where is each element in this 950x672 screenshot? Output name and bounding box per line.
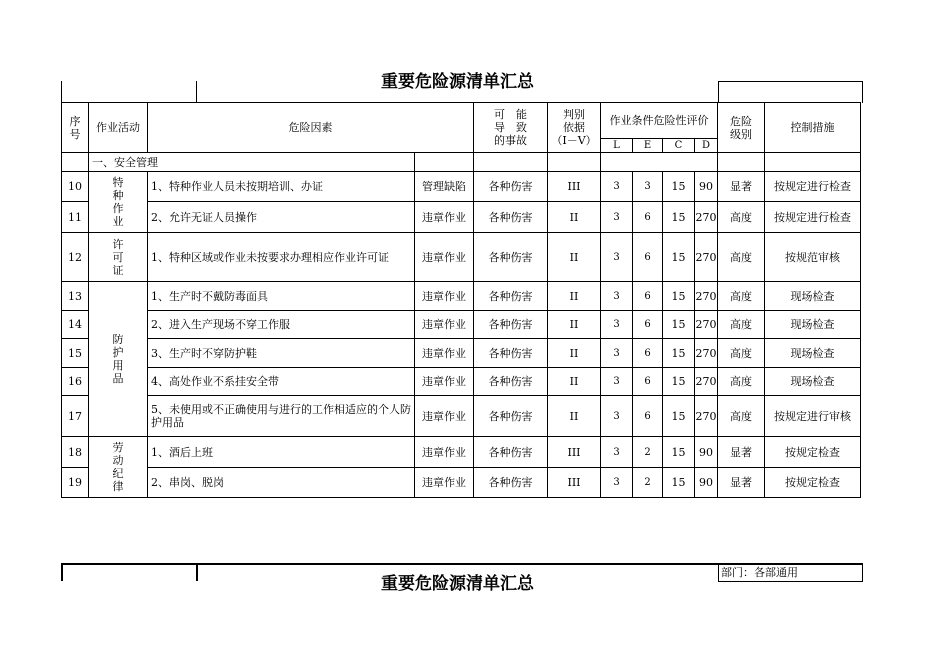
row-control: 按规定进行检查 — [765, 202, 861, 233]
row-D: 270 — [695, 282, 718, 311]
activity-label: 序号 — [69, 114, 81, 141]
header-D: D — [695, 139, 718, 153]
table-row — [62, 396, 861, 437]
row-seq: 19 — [62, 468, 89, 498]
row-L: 3 — [601, 468, 633, 498]
activity-label: 许可证 — [112, 237, 124, 277]
row-seq: 12 — [62, 233, 89, 282]
row-D: 270 — [695, 339, 718, 368]
border-line — [718, 563, 719, 581]
row-accident: 各种伤害 — [474, 339, 548, 368]
row-seq: 14 — [62, 311, 89, 339]
row-E: 6 — [633, 233, 663, 282]
row-level: 高度 — [718, 311, 765, 339]
table-row — [62, 311, 861, 339]
row-C: 15 — [663, 202, 695, 233]
row-C: 15 — [663, 368, 695, 396]
row-C: 15 — [663, 339, 695, 368]
border-line — [61, 563, 863, 565]
row-D: 270 — [695, 202, 718, 233]
row-D: 90 — [695, 468, 718, 498]
row-L: 3 — [601, 202, 633, 233]
row-level: 高度 — [718, 396, 765, 437]
header-hazard: 危险因素 — [148, 103, 474, 153]
table-row — [62, 368, 861, 396]
row-C: 15 — [663, 396, 695, 437]
border-line — [718, 81, 719, 103]
row-D: 270 — [695, 396, 718, 437]
row-seq: 15 — [62, 339, 89, 368]
header-accident: 可 能 导 致 的事故 — [474, 103, 548, 153]
row-level: 显著 — [718, 172, 765, 202]
row-level: 高度 — [718, 339, 765, 368]
row-level: 高度 — [718, 233, 765, 282]
row-C: 15 — [663, 233, 695, 282]
department-label: 部门：各部通用 — [721, 566, 798, 579]
row-type: 违章作业 — [415, 468, 474, 498]
row-accident: 各种伤害 — [474, 233, 548, 282]
section-seq — [62, 153, 89, 172]
row-type: 管理缺陷 — [415, 172, 474, 202]
header-basis: 判别 依据 （I－V） — [548, 103, 601, 153]
row-basis: II — [548, 339, 601, 368]
row-L: 3 — [601, 172, 633, 202]
header-control: 控制措施 — [765, 103, 861, 153]
row-seq: 10 — [62, 172, 89, 202]
row-C: 15 — [663, 437, 695, 468]
row-E: 6 — [633, 339, 663, 368]
row-hazard: 2、允许无证人员操作 — [148, 202, 415, 233]
row-E: 6 — [633, 396, 663, 437]
table-row — [62, 282, 861, 311]
row-seq: 11 — [62, 202, 89, 233]
table-row — [62, 339, 861, 368]
row-hazard: 1、特种区域或作业未按要求办理相应作业许可证 — [148, 233, 415, 282]
row-basis: II — [548, 368, 601, 396]
activity-label: 特种作业 — [112, 176, 124, 228]
border-line — [196, 81, 197, 103]
row-type: 违章作业 — [415, 282, 474, 311]
row-control: 按规定检查 — [765, 468, 861, 498]
row-seq: 13 — [62, 282, 89, 311]
section-empty — [474, 153, 548, 172]
row-E: 6 — [633, 282, 663, 311]
row-C: 15 — [663, 172, 695, 202]
row-D: 270 — [695, 311, 718, 339]
page-title-top: 重要危险源清单汇总 — [381, 72, 534, 92]
row-hazard: 5、未使用或不正确使用与进行的工作相适应的个人防护用品 — [148, 396, 415, 437]
header-evaluation: 作业条件危险性评价 — [601, 103, 718, 139]
row-basis: II — [548, 233, 601, 282]
section-empty — [601, 153, 718, 172]
row-L: 3 — [601, 339, 633, 368]
row-C: 15 — [663, 468, 695, 498]
row-E: 3 — [633, 172, 663, 202]
row-accident: 各种伤害 — [474, 396, 548, 437]
row-accident: 各种伤害 — [474, 437, 548, 468]
row-L: 3 — [601, 437, 633, 468]
row-accident: 各种伤害 — [474, 202, 548, 233]
row-control: 现场检查 — [765, 339, 861, 368]
row-basis: II — [548, 202, 601, 233]
page-title-bottom: 重要危险源清单汇总 — [381, 574, 534, 594]
row-accident: 各种伤害 — [474, 282, 548, 311]
row-hazard: 4、高处作业不系挂安全带 — [148, 368, 415, 396]
row-basis: III — [548, 468, 601, 498]
row-type: 违章作业 — [415, 311, 474, 339]
section-empty — [548, 153, 601, 172]
row-L: 3 — [601, 233, 633, 282]
border-line — [718, 81, 863, 82]
row-activity — [89, 437, 148, 498]
border-line — [862, 563, 863, 581]
row-D: 90 — [695, 437, 718, 468]
row-L: 3 — [601, 368, 633, 396]
border-line — [196, 563, 198, 581]
row-level: 高度 — [718, 202, 765, 233]
row-level: 显著 — [718, 468, 765, 498]
row-type: 违章作业 — [415, 339, 474, 368]
activity-label: 防护用品 — [112, 333, 124, 385]
row-basis: II — [548, 396, 601, 437]
row-type: 违章作业 — [415, 437, 474, 468]
header-activity: 作业活动 — [89, 103, 148, 153]
section-empty — [718, 153, 765, 172]
row-E: 6 — [633, 368, 663, 396]
table-row — [62, 233, 861, 282]
table-row — [62, 172, 861, 202]
border-line — [61, 81, 62, 103]
row-control: 按规定进行审核 — [765, 396, 861, 437]
section-empty — [765, 153, 861, 172]
header-L: L — [601, 139, 633, 153]
row-basis: III — [548, 172, 601, 202]
row-level: 高度 — [718, 368, 765, 396]
row-control: 现场检查 — [765, 311, 861, 339]
section-title: 一、安全管理 — [89, 153, 415, 172]
row-activity — [89, 233, 148, 282]
row-seq: 17 — [62, 396, 89, 437]
row-accident: 各种伤害 — [474, 368, 548, 396]
row-hazard: 2、串岗、脱岗 — [148, 468, 415, 498]
table-row — [62, 437, 861, 468]
row-accident: 各种伤害 — [474, 172, 548, 202]
header-C: C — [663, 139, 695, 153]
row-level: 显著 — [718, 437, 765, 468]
row-control: 现场检查 — [765, 368, 861, 396]
row-C: 15 — [663, 311, 695, 339]
row-control: 现场检查 — [765, 282, 861, 311]
row-D: 270 — [695, 368, 718, 396]
row-accident: 各种伤害 — [474, 311, 548, 339]
row-control: 按规定检查 — [765, 437, 861, 468]
row-accident: 各种伤害 — [474, 468, 548, 498]
border-line — [862, 81, 863, 103]
section-empty — [415, 153, 474, 172]
header-level: 危险 级别 — [718, 103, 765, 153]
row-L: 3 — [601, 311, 633, 339]
row-hazard: 1、特种作业人员未按期培训、办证 — [148, 172, 415, 202]
row-basis: II — [548, 282, 601, 311]
header-E: E — [633, 139, 663, 153]
row-seq: 18 — [62, 437, 89, 468]
border-line — [61, 563, 63, 581]
row-control: 按规范审核 — [765, 233, 861, 282]
row-level: 高度 — [718, 282, 765, 311]
row-basis: II — [548, 311, 601, 339]
row-activity — [89, 282, 148, 437]
table-row — [62, 202, 861, 233]
row-activity — [89, 172, 148, 233]
border-line — [718, 581, 863, 582]
row-seq: 16 — [62, 368, 89, 396]
row-hazard: 3、生产时不穿防护鞋 — [148, 339, 415, 368]
row-type: 违章作业 — [415, 202, 474, 233]
row-L: 3 — [601, 282, 633, 311]
row-C: 15 — [663, 282, 695, 311]
row-E: 6 — [633, 311, 663, 339]
row-hazard: 2、进入生产现场不穿工作服 — [148, 311, 415, 339]
row-D: 90 — [695, 172, 718, 202]
header-seq — [62, 103, 89, 153]
row-hazard: 1、生产时不戴防毒面具 — [148, 282, 415, 311]
row-type: 违章作业 — [415, 368, 474, 396]
table-row — [62, 468, 861, 498]
row-E: 2 — [633, 437, 663, 468]
row-L: 3 — [601, 396, 633, 437]
row-control: 按规定进行检查 — [765, 172, 861, 202]
hazard-table — [61, 102, 861, 498]
row-type: 违章作业 — [415, 396, 474, 437]
row-basis: III — [548, 437, 601, 468]
row-E: 2 — [633, 468, 663, 498]
row-hazard: 1、酒后上班 — [148, 437, 415, 468]
row-E: 6 — [633, 202, 663, 233]
row-type: 违章作业 — [415, 233, 474, 282]
row-D: 270 — [695, 233, 718, 282]
activity-label: 劳动纪律 — [112, 441, 124, 493]
